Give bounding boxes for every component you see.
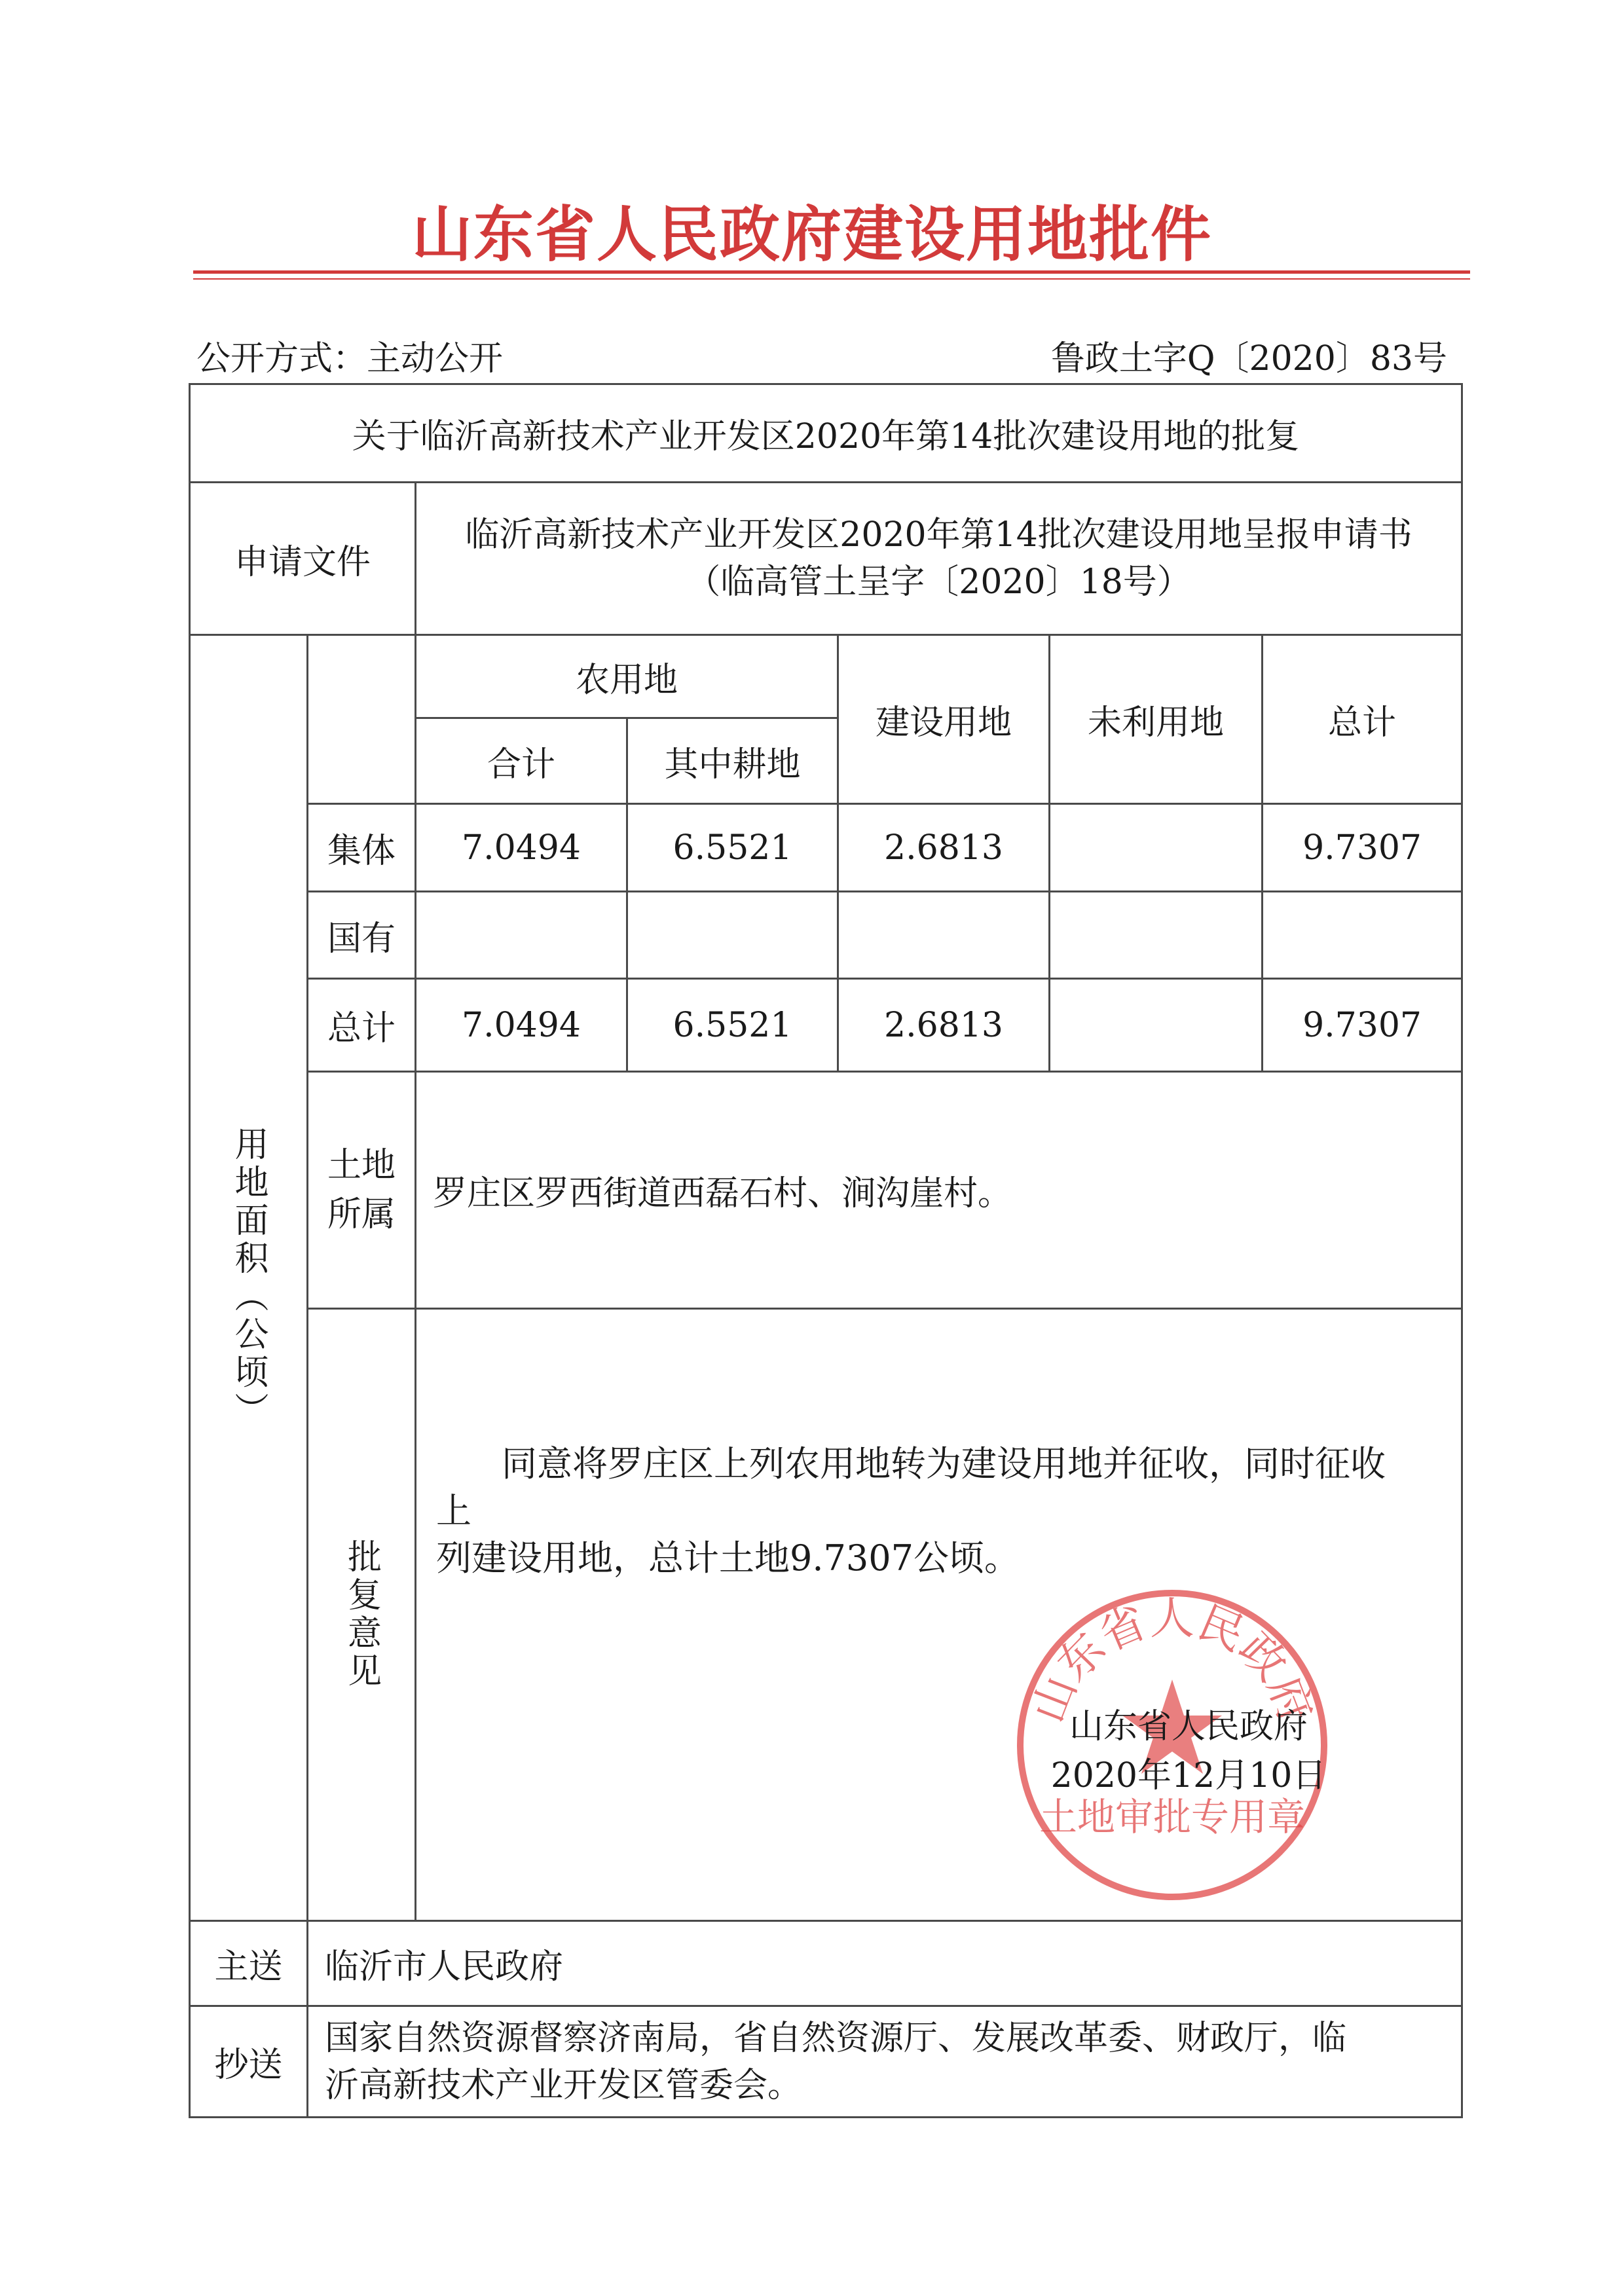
cell-unused: [1050, 804, 1263, 892]
sign-date: 2020年12月10日: [1050, 1756, 1327, 1795]
application-label: 申请文件: [190, 483, 416, 635]
cell-subtotal: [416, 892, 627, 979]
cell-unused: [1050, 979, 1263, 1072]
cc-value: [308, 2006, 1462, 2118]
seal-bottom-text: 土地审批专用章: [1039, 1795, 1306, 1839]
cell-construction: 2.6813: [838, 804, 1050, 892]
main-recipient-label: 主送: [190, 1921, 308, 2006]
header-subtotal: 合计: [416, 718, 627, 804]
application-line2: （临高管土呈字〔2020〕18号）: [686, 562, 1191, 602]
header-total: 总计: [1263, 635, 1462, 804]
title-rule-thick: [193, 270, 1470, 274]
area-label-cell: [190, 635, 308, 1921]
application-value: [416, 483, 1462, 635]
ownership-label-line1: 土地: [327, 1145, 396, 1185]
cc-line2: 沂高新技术产业开发区管委会。: [325, 2065, 802, 2105]
row-label: 国有: [308, 892, 416, 979]
cell-total: 9.7307: [1263, 804, 1462, 892]
ownership-label-line2: 所属: [327, 1194, 396, 1234]
cc-line1: 国家自然资源督察济南局，省自然资源厅、发展改革委、财政厅，临: [325, 2018, 1347, 2058]
disclosure-mode: 公开方式：主动公开: [196, 339, 504, 378]
opinion-label: 批复意见: [341, 1539, 381, 1691]
cc-label: 抄送: [190, 2006, 308, 2118]
header-unused: 未利用地: [1050, 635, 1263, 804]
header-farmland: 农用地: [416, 635, 838, 718]
header-construction: 建设用地: [838, 635, 1050, 804]
cell-total: [1263, 892, 1462, 979]
cell-cultivated: 6.5521: [627, 804, 838, 892]
cell-subtotal: 7.0494: [416, 979, 627, 1072]
cell-total: 9.7307: [1263, 979, 1462, 1072]
row-label: 集体: [308, 804, 416, 892]
cell-unused: [1050, 892, 1263, 979]
opinion-text: [416, 1441, 1461, 1582]
subject-cell: 关于临沂高新技术产业开发区2020年第14批次建设用地的批复: [190, 384, 1462, 483]
opinion-label-cell: [308, 1309, 416, 1921]
application-line1: 临沂高新技术产业开发区2020年第14批次建设用地呈报申请书: [465, 515, 1412, 555]
document-title: 山东省人民政府建设用地批件: [411, 199, 1212, 270]
document-number: 鲁政土字Q〔2020〕83号: [1050, 339, 1447, 378]
cell-construction: 2.6813: [838, 979, 1050, 1072]
opinion-line1: 同意将罗庄区上列农用地转为建设用地并征收，同时征收上: [436, 1443, 1386, 1532]
cell-cultivated: 6.5521: [627, 979, 838, 1072]
opinion-line2: 列建设用地，总计土地9.7307公顷。: [436, 1537, 1020, 1579]
ownership-label: [308, 1072, 416, 1309]
header-cultivated: 其中耕地: [627, 718, 838, 804]
row-label: 总计: [308, 979, 416, 1072]
signature-block: [1031, 1702, 1346, 1801]
seal-top-text: 山东省人民政府: [1022, 1593, 1322, 1730]
area-label: 用地面积（公顷）: [229, 1126, 268, 1430]
area-header-corner: [308, 635, 416, 804]
title-rule-thin: [193, 278, 1470, 280]
cell-subtotal: 7.0494: [416, 804, 627, 892]
cell-construction: [838, 892, 1050, 979]
cell-cultivated: [627, 892, 838, 979]
main-recipient-value: 临沂市人民政府: [308, 1921, 1462, 2006]
signer: 山东省人民政府: [1069, 1707, 1308, 1746]
ownership-value: 罗庄区罗西街道西磊石村、涧沟崖村。: [416, 1072, 1462, 1309]
